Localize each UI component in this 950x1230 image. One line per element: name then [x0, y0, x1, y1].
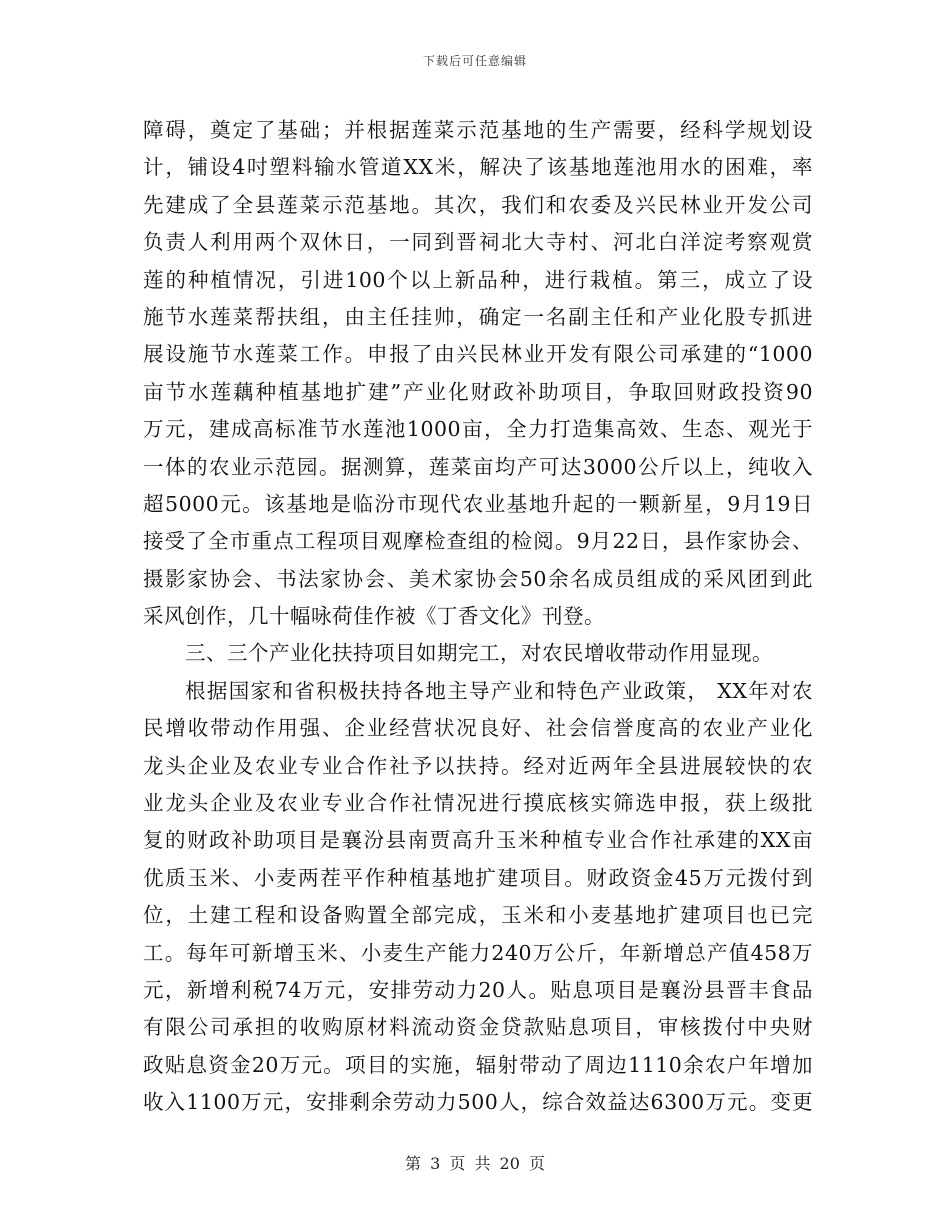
- text-line: 根据国家和省积极扶持各地主导产业和特色产业政策， XX年对农: [185, 678, 813, 703]
- text-line: 有限公司承担的收购原材料流动资金贷款贴息项目，审核拨付中央财: [143, 1015, 813, 1040]
- text-line: 计，铺设4吋塑料输水管道XX米，解决了该基地莲池用水的困难，率: [143, 155, 813, 180]
- text-line: 政贴息资金20万元。项目的实施，辐射带动了周边1110余农户年增加: [143, 1052, 813, 1077]
- text-line: 元，新增利税74万元，安排劳动力20人。贴息项目是襄汾县晋丰食品: [143, 977, 813, 1002]
- text-line: 收入1100万元，安排剩余劳动力500人，综合效益达6300万元。变更: [143, 1090, 813, 1115]
- text-line: 龙头企业及农业专业合作社予以扶持。经对近两年全县进展较快的农: [143, 753, 813, 778]
- page-number-footer: 第 3 页 共 20 页: [405, 1154, 545, 1173]
- text-line: 先建成了全县莲菜示范基地。其次，我们和农委及兴民林业开发公司: [143, 192, 813, 217]
- text-line: 采风创作，几十幅咏荷佳作被《丁香文化》刊登。: [143, 604, 605, 629]
- page-header: 下载后可任意编辑: [422, 54, 527, 68]
- text-line: 施节水莲菜帮扶组，由主任挂帅，确定一名副主任和产业化股专抓进: [143, 304, 813, 329]
- text-line: 万元，建成高标准节水莲池1000亩，全力打造集高效、生态、观光于: [143, 417, 813, 442]
- text-line: 一体的农业示范园。据测算，莲菜亩均产可达3000公斤以上，纯收入: [143, 454, 813, 479]
- text-line: 民增收带动作用强、企业经营状况良好、社会信誉度高的农业产业化: [143, 716, 813, 741]
- text-line: 莲的种植情况，引进100个以上新品种，进行栽植。第三，成立了设: [143, 267, 813, 292]
- text-line: 复的财政补助项目是襄汾县南贾高升玉米种植专业合作社承建的XX亩: [143, 828, 813, 853]
- text-line: 亩节水莲藕种植基地扩建”产业化财政补助项目，争取回财政投资90: [143, 379, 813, 404]
- text-line: 位，土建工程和设备购置全部完成，玉米和小麦基地扩建项目也已完: [143, 903, 813, 928]
- text-line: 负责人利用两个双休日，一同到晋祠北大寺村、河北白洋淀考察观赏: [143, 230, 813, 255]
- text-line: 业龙头企业及农业专业合作社情况进行摸底核实筛选申报，获上级批: [143, 791, 813, 816]
- text-line: 三、三个产业化扶持项目如期完工，对农民增收带动作用显现。: [185, 641, 773, 666]
- text-line: 展设施节水莲菜工作。申报了由兴民林业开发有限公司承建的“1000: [143, 342, 813, 367]
- text-line: 障碍，奠定了基础；并根据莲菜示范基地的生产需要，经科学规划设: [143, 118, 813, 142]
- text-line: 超5000元。该基地是临汾市现代农业基地升起的一颗新星，9月19日: [143, 491, 813, 516]
- text-line: 优质玉米、小麦两茬平作种植基地扩建项目。财政资金45万元拨付到: [143, 865, 813, 890]
- text-line: 工。每年可新增玉米、小麦生产能力240万公斤，年新增总产值458万: [143, 940, 813, 965]
- text-line: 摄影家协会、书法家协会、美术家协会50余名成员组成的采风团到此: [143, 566, 813, 591]
- text-line: 接受了全市重点工程项目观摩检查组的检阅。9月22日，县作家协会、: [143, 529, 813, 554]
- body-text: [143, 112, 813, 1122]
